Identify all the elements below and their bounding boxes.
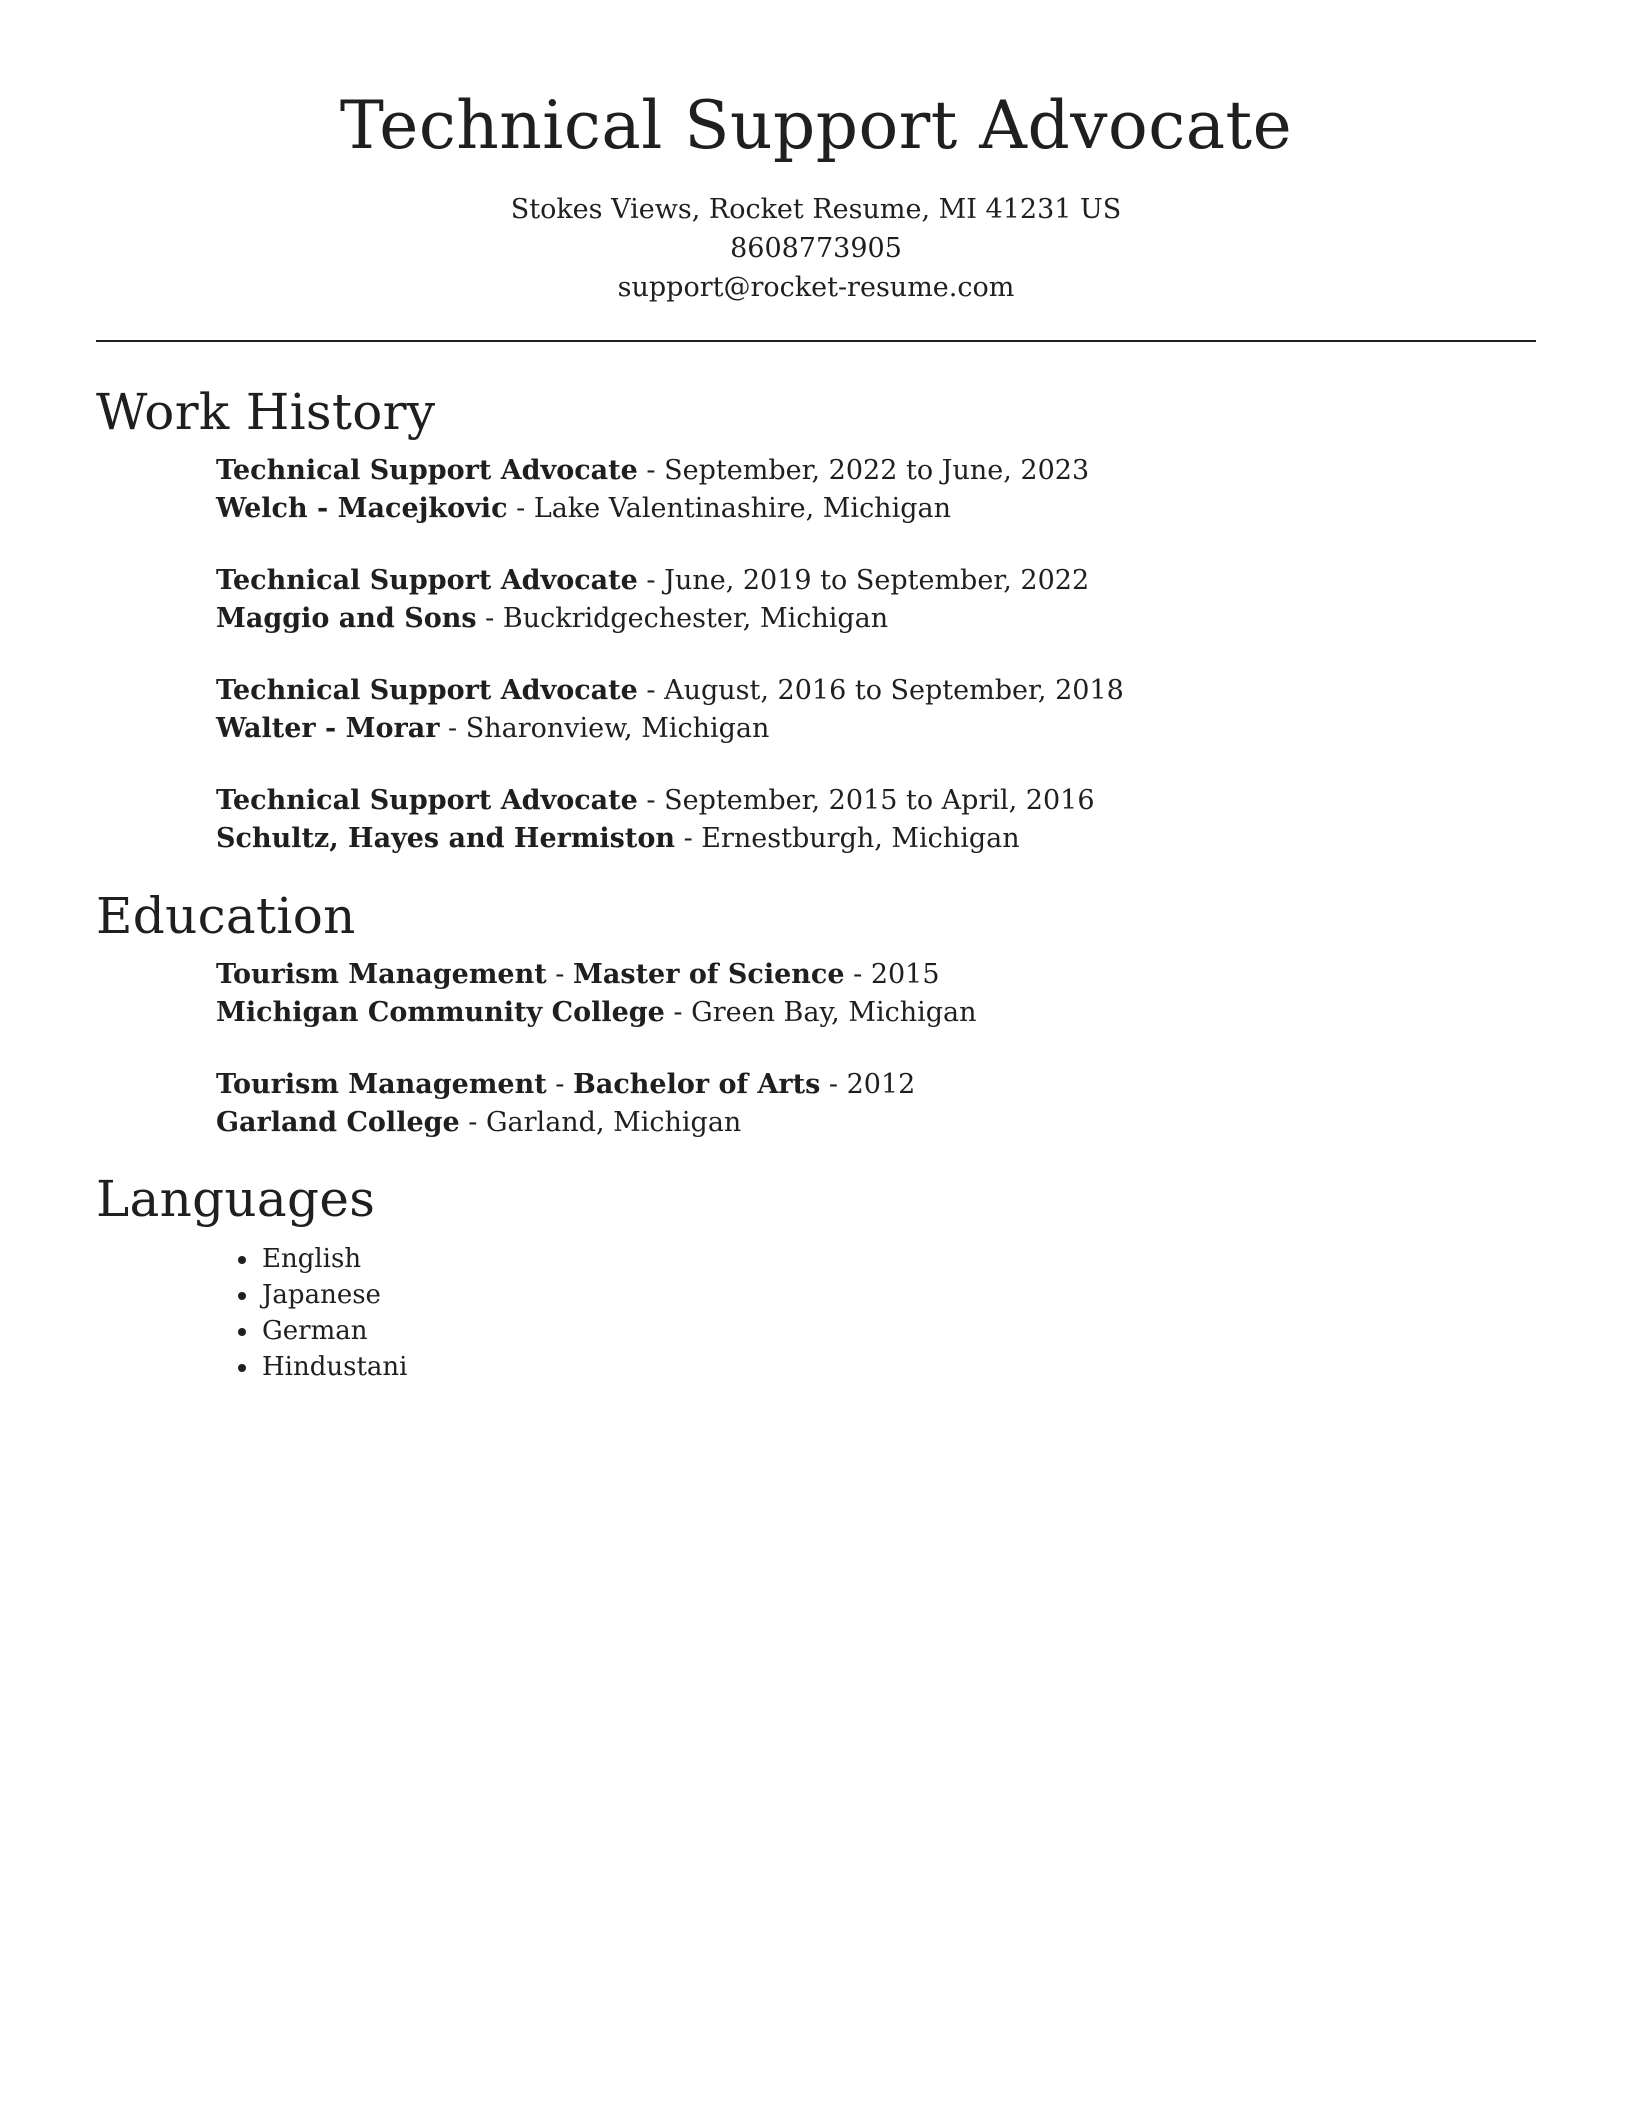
work-entry-line-1 (216, 782, 1536, 820)
resume-title: Technical Support Advocate (339, 87, 1293, 164)
header-divider (96, 340, 1536, 342)
education-school: Garland College (216, 1107, 460, 1138)
education-entry-line-1 (216, 1066, 1536, 1104)
contact-info (96, 190, 1536, 307)
work-entry-line-1 (216, 562, 1536, 600)
education-degree: Master of Science (573, 959, 845, 990)
work-position: Technical Support Advocate (216, 455, 638, 486)
work-location: Sharonview, Michigan (465, 713, 770, 744)
education-heading: Education (96, 887, 356, 945)
work-position: Technical Support Advocate (216, 565, 638, 596)
education-year: 2015 (870, 959, 940, 990)
languages-heading: Languages (96, 1170, 376, 1228)
separator: - (546, 959, 573, 990)
work-company: Walter - Morar (216, 713, 440, 744)
contact-address: Stokes Views, Rocket Resume, MI 41231 US (510, 194, 1122, 225)
work-entry (216, 562, 1536, 638)
education-entry (216, 956, 1536, 1032)
separator: - (546, 1069, 573, 1100)
work-position: Technical Support Advocate (216, 675, 638, 706)
education-field: Tourism Management (216, 1069, 547, 1100)
work-company: Schultz, Hayes and Hermiston (216, 823, 675, 854)
work-entry (216, 452, 1536, 528)
language-item: • Japanese (260, 1277, 1536, 1313)
language-item: • English (260, 1241, 1536, 1277)
separator: - (439, 713, 466, 744)
separator: - (844, 959, 871, 990)
work-dates: August, 2016 to September, 2018 (664, 675, 1124, 706)
work-entry-line-1 (216, 672, 1536, 710)
separator: - (664, 997, 692, 1028)
resume-header (96, 0, 1536, 307)
work-company: Maggio and Sons (216, 603, 477, 634)
work-location: Lake Valentinashire, Michigan (533, 493, 951, 524)
work-entry (216, 782, 1536, 858)
education-entry-line-1 (216, 956, 1536, 994)
work-dates: June, 2019 to September, 2022 (664, 565, 1090, 596)
work-entry (216, 672, 1536, 748)
work-history-heading: Work History (96, 383, 436, 441)
education-school: Michigan Community College (216, 997, 665, 1028)
work-entry-line-2 (216, 710, 1536, 748)
work-location: Buckridgechester, Michigan (502, 603, 889, 634)
education-field: Tourism Management (216, 959, 547, 990)
education-entry-line-2 (216, 994, 1536, 1032)
work-company: Welch - Macejkovic (216, 493, 508, 524)
languages-list (96, 1241, 1536, 1385)
work-entry-line-1 (216, 452, 1536, 490)
work-entry-line-2 (216, 820, 1536, 858)
work-dates: September, 2015 to April, 2016 (664, 785, 1095, 816)
separator: - (637, 785, 665, 816)
separator: - (637, 675, 665, 706)
education-entry-line-2 (216, 1104, 1536, 1142)
separator: - (820, 1069, 847, 1100)
separator: - (637, 455, 665, 486)
work-dates: September, 2022 to June, 2023 (664, 455, 1090, 486)
education-entry (216, 1066, 1536, 1142)
language-item: • German (260, 1313, 1536, 1349)
work-position: Technical Support Advocate (216, 785, 638, 816)
education-list (96, 956, 1536, 1142)
language-item: • Hindustani (260, 1349, 1536, 1385)
work-history-list (96, 452, 1536, 858)
contact-email: support@rocket-resume.com (617, 272, 1015, 303)
resume-page (96, 0, 1536, 1385)
work-entry-line-2 (216, 490, 1536, 528)
separator: - (675, 823, 702, 854)
education-location: Garland, Michigan (485, 1107, 742, 1138)
separator: - (476, 603, 503, 634)
work-location: Ernestburgh, Michigan (701, 823, 1020, 854)
education-degree: Bachelor of Arts (573, 1069, 821, 1100)
separator: - (507, 493, 534, 524)
education-year: 2012 (846, 1069, 916, 1100)
education-location: Green Bay, Michigan (691, 997, 977, 1028)
separator: - (459, 1107, 486, 1138)
work-entry-line-2 (216, 600, 1536, 638)
contact-phone: 8608773905 (730, 233, 902, 264)
separator: - (637, 565, 665, 596)
